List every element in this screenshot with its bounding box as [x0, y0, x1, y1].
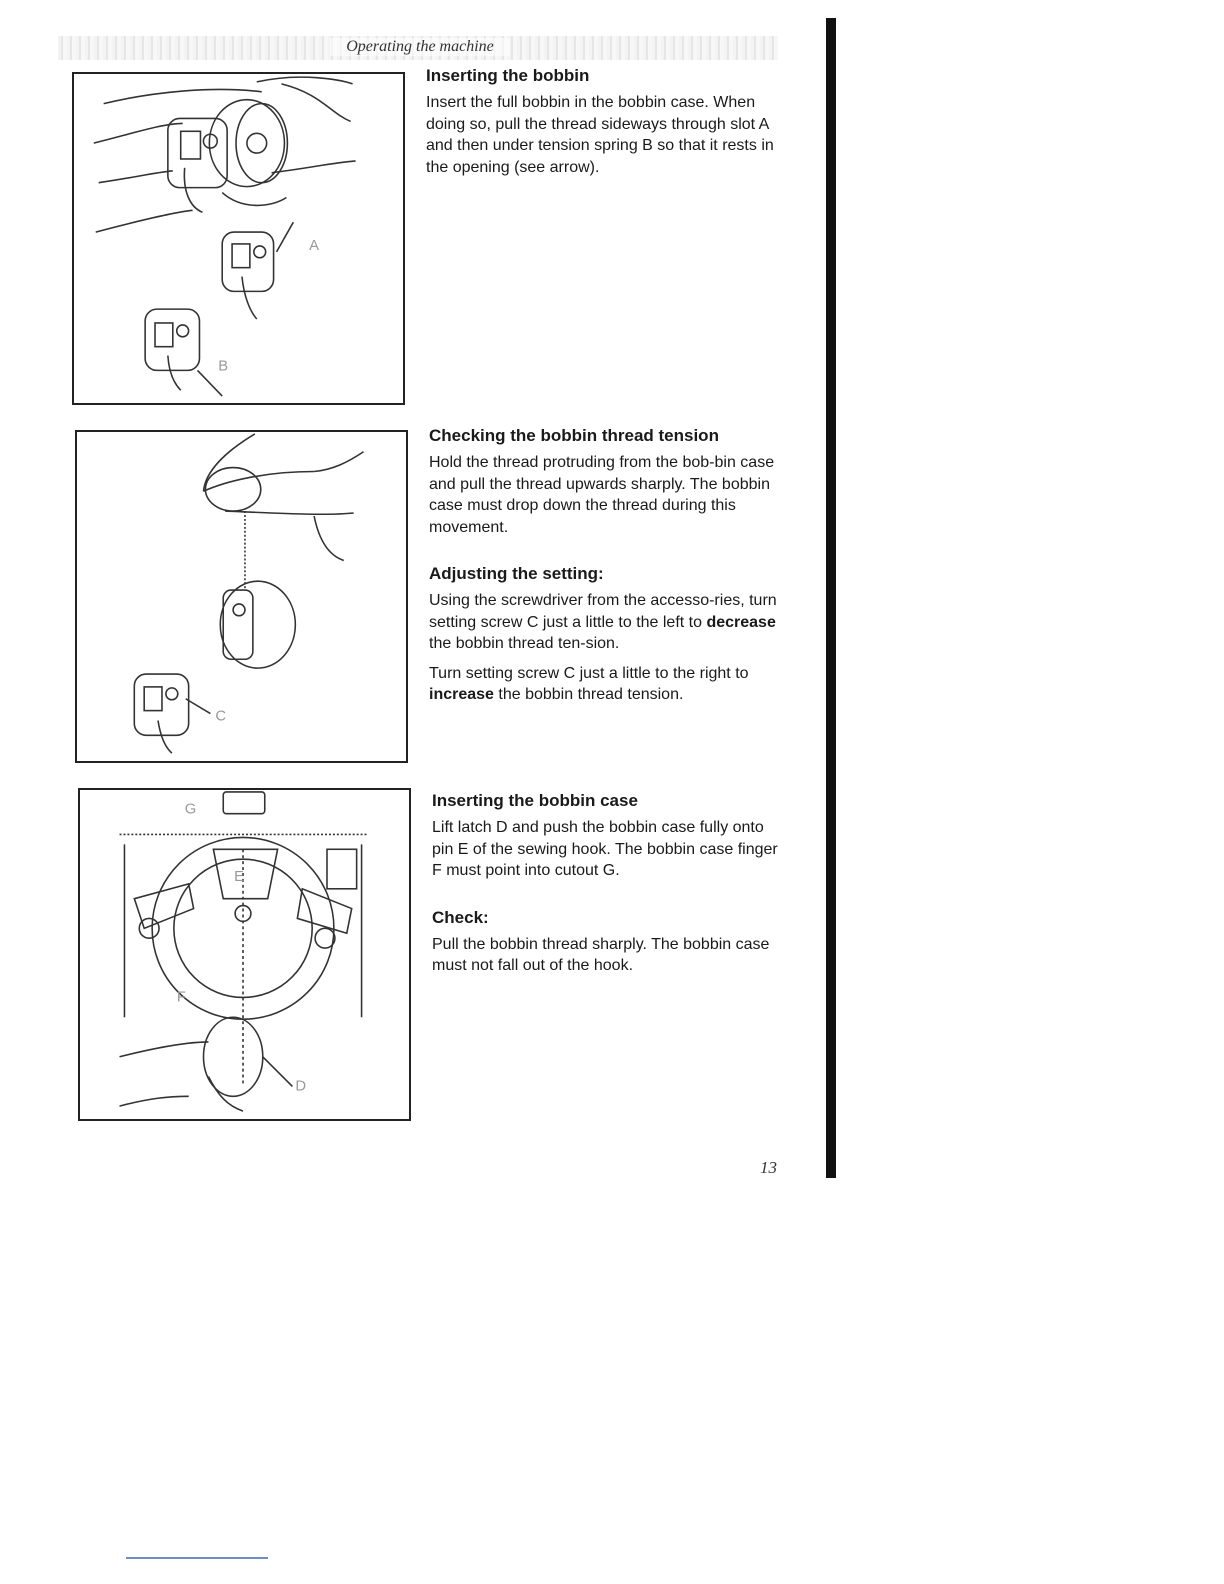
label-d: D [295, 1078, 307, 1095]
text-decrease-bold: decrease [706, 613, 776, 631]
text-inserting-case: Lift latch D and push the bobbin case fully onto pin E of the sewing hook. The bobbin case finger F must point into cutout G. [432, 819, 778, 879]
page-number: 13 [760, 1158, 777, 1177]
text-check: Pull the bobbin thread sharply. The bobbin case must not fall out of the hook. [432, 935, 770, 974]
tension-check-illustration [77, 432, 406, 761]
text-increase-bold: increase [429, 686, 494, 703]
heading-checking-tension: Checking the bobbin thread tension [429, 426, 719, 445]
text-adjusting-decrease [429, 590, 779, 655]
heading-inserting-bobbin: Inserting the bobbin [426, 66, 590, 85]
text-increase-post: the bobbin thread tension. [493, 686, 684, 703]
section-inserting-case [432, 791, 782, 985]
label-c: C [215, 708, 227, 725]
text-decrease-post: the bobbin thread ten-sion. [429, 635, 620, 652]
footer-rule [126, 1557, 268, 1559]
figure-checking-tension [75, 430, 408, 763]
label-a: A [309, 237, 320, 254]
text-increase-pre: Turn setting screw C just a little to the right to [429, 664, 749, 682]
label-b: B [218, 358, 229, 375]
heading-inserting-case: Inserting the bobbin case [432, 791, 638, 810]
heading-adjusting-setting: Adjusting the setting: [429, 564, 604, 583]
text-decrease-pre: Using the screwdriver from the accesso-ries, turn setting screw C just a little to the left to [429, 592, 777, 631]
figure-inserting-bobbin [72, 72, 405, 405]
text-adjusting-increase [429, 663, 779, 706]
label-g: G [184, 801, 197, 818]
label-e: E [234, 868, 245, 885]
bobbin-case-hook-illustration [80, 790, 409, 1119]
running-header: Operating the machine [330, 38, 510, 56]
page-edge-bar [826, 18, 836, 1178]
bobbin-insert-illustration [74, 74, 403, 403]
label-f: F [176, 989, 186, 1006]
text-checking-tension: Hold the thread protruding from the bob-bin case and pull the thread upwards sharply. The bobbin case must drop down the thread during this movement. [429, 454, 775, 536]
heading-check: Check: [432, 907, 489, 927]
figure-inserting-case [78, 788, 411, 1121]
text-inserting-bobbin: Insert the full bobbin in the bobbin case. When doing so, pull the thread sideways through slot A and then under tension spring B so that it rests in the opening (see arrow). [426, 94, 774, 176]
section-inserting-bobbin [426, 66, 776, 186]
section-checking-tension [429, 426, 779, 714]
